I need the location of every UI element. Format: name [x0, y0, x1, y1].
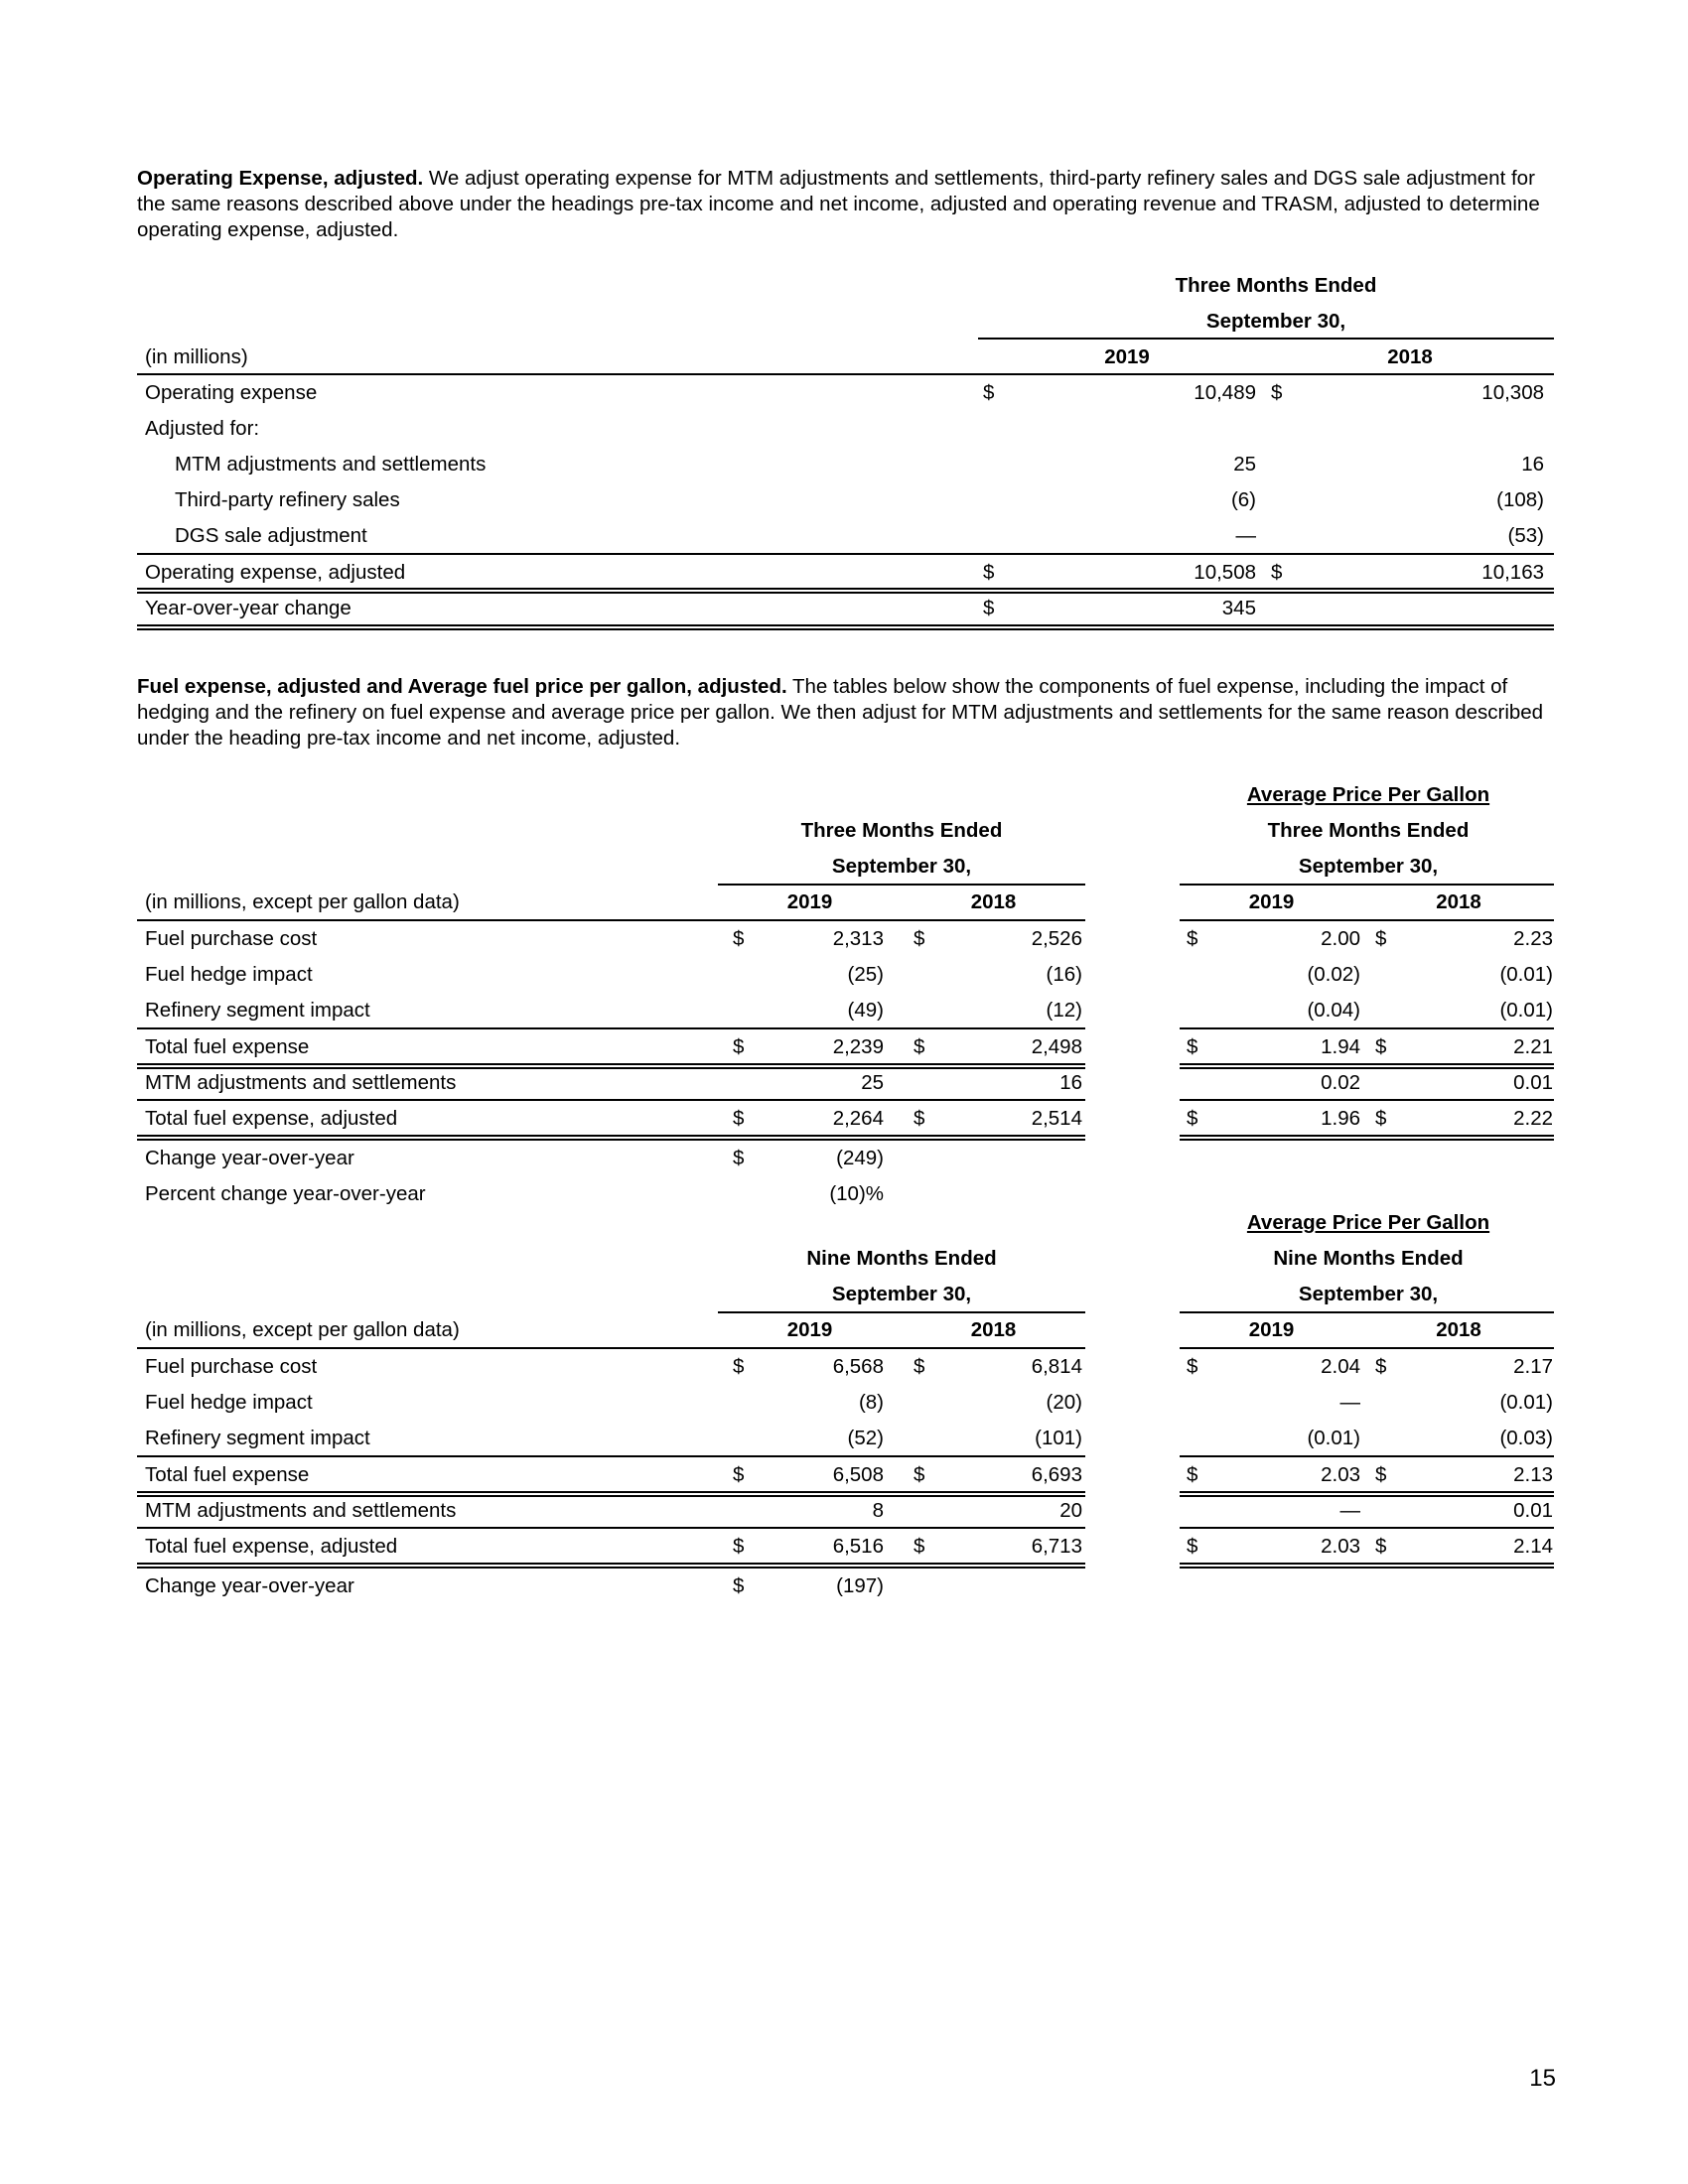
- op-row-label: Adjusted for:: [145, 417, 260, 440]
- nine-avg-col-2018: 2018: [1436, 1318, 1481, 1341]
- nine-row-label: MTM adjustments and settlements: [145, 1499, 457, 1522]
- nine-row-value-2019: 6,516: [832, 1535, 884, 1558]
- op-row-dollar-2018: $: [1271, 561, 1283, 584]
- three-row-dollar-2018: $: [914, 1107, 925, 1130]
- three-row-avg-value-2018: 2.21: [1513, 1035, 1553, 1058]
- nine-col-2019: 2019: [786, 1318, 833, 1341]
- op-row-label: Operating expense, adjusted: [145, 561, 406, 584]
- op-rule-bottom-1: [137, 624, 1554, 626]
- nine-row-avg-dollar-2018: $: [1375, 1355, 1387, 1378]
- three-row-label: Percent change year-over-year: [145, 1182, 426, 1205]
- op-row-value-2019: —: [1235, 524, 1256, 547]
- three-row-avg-dollar-2019: $: [1187, 1035, 1198, 1058]
- three-avg-header-line1: Three Months Ended: [1267, 819, 1470, 842]
- nine-avg-header-line1: Nine Months Ended: [1273, 1247, 1464, 1270]
- nine-row-value-2019: 8: [872, 1499, 884, 1522]
- three-row-avg-value-2018: 2.22: [1513, 1107, 1553, 1130]
- three-row-avg-value-2019: 1.94: [1321, 1035, 1360, 1058]
- fuel-heading: Fuel expense, adjusted and Average fuel price per gallon, adjusted.: [137, 675, 787, 698]
- three-row-value-2018: (16): [1046, 963, 1082, 986]
- three-avg-rule-total-bot-1: [1180, 1063, 1554, 1065]
- three-row-value-2019: 2,313: [832, 927, 884, 950]
- nine-row-value-2018: 6,814: [1031, 1355, 1082, 1378]
- three-rule-total-top: [137, 1027, 1085, 1029]
- nine-row-value-2019: (8): [858, 1391, 884, 1414]
- nine-header-line1: Nine Months Ended: [806, 1247, 997, 1270]
- nine-row-dollar-2019: $: [733, 1355, 745, 1378]
- op-row-value-2018: [1380, 411, 1544, 447]
- op-row-value-2018: 10,163: [1481, 561, 1544, 584]
- nine-row-label: Total fuel expense: [145, 1463, 310, 1486]
- nine-row-label: Change year-over-year: [145, 1574, 354, 1597]
- three-avg-col-2018: 2018: [1436, 890, 1481, 913]
- three-row-value-2019: 2,239: [832, 1035, 884, 1058]
- op-row-value-2018: 10,308: [1481, 381, 1544, 404]
- three-row-value-2018: 16: [1059, 1071, 1082, 1094]
- three-row-dollar-2018: $: [914, 927, 925, 950]
- three-row-value-2019: (49): [847, 999, 884, 1022]
- three-row-label: Total fuel expense, adjusted: [145, 1107, 398, 1130]
- nine-row-avg-value-2019: 2.03: [1321, 1535, 1360, 1558]
- op-expense-heading: Operating Expense, adjusted.: [137, 167, 424, 190]
- nine-avg-col-2019: 2019: [1248, 1318, 1295, 1341]
- nine-row-avg-value-2019: 2.03: [1321, 1463, 1360, 1486]
- nine-row-avg-value-2019: [1211, 1569, 1360, 1604]
- three-avg-rule-total-top: [1180, 1027, 1554, 1029]
- nine-row-value-2019: (52): [847, 1427, 884, 1449]
- nine-avg-rule-total-top: [1180, 1455, 1554, 1457]
- nine-row-value-2019: 6,568: [832, 1355, 884, 1378]
- op-col-2019: 2019: [1104, 345, 1150, 368]
- three-row-avg-value-2018: 2.23: [1513, 927, 1553, 950]
- nine-avg-header-line2: September 30,: [1298, 1283, 1439, 1305]
- three-row-avg-value-2019: [1211, 1141, 1360, 1176]
- nine-row-avg-dollar-2019: $: [1187, 1463, 1198, 1486]
- nine-header-line2: September 30,: [831, 1283, 972, 1305]
- op-row-dollar-2019: $: [983, 381, 995, 404]
- op-expense-body: We adjust operating expense for MTM adjustments and settlements, third-party refinery sales and DGS sale adjustment for the same reasons described above under the headings pre-tax income and net income, adjusted and operating revenue and TRASM, adjusted to determine operating expense, adjusted.: [137, 167, 1540, 241]
- three-row-dollar-2019: $: [733, 927, 745, 950]
- three-row-dollar-2019: $: [733, 1035, 745, 1058]
- nine-rule-adj-bot-2: [137, 1567, 1085, 1569]
- op-row-label: Year-over-year change: [145, 597, 352, 619]
- page-number: 15: [1529, 2065, 1556, 2092]
- three-row-avg-value-2019: (0.04): [1307, 999, 1360, 1022]
- nine-row-avg-value-2018: (0.03): [1499, 1427, 1553, 1449]
- fuel-body: The tables below show the components of fuel expense, including the impact of hedging and the refinery on fuel expense and average price per gallon. We then adjust for MTM adjustments and settlements for the same reason described under the heading pre-tax income and net income, adjusted.: [137, 675, 1544, 750]
- three-row-avg-value-2019: (0.02): [1307, 963, 1360, 986]
- op-row-value-2019: (6): [1230, 488, 1256, 511]
- nine-rule-total-bot-1: [137, 1491, 1085, 1493]
- nine-row-dollar-2018: $: [914, 1355, 925, 1378]
- op-col-2018: 2018: [1387, 345, 1433, 368]
- three-avg-header-line2: September 30,: [1298, 855, 1439, 878]
- three-row-value-2019: 2,264: [832, 1107, 884, 1130]
- three-row-label: Total fuel expense: [145, 1035, 310, 1058]
- op-row-dollar-2019: $: [983, 597, 995, 619]
- three-header-line1: Three Months Ended: [800, 819, 1003, 842]
- nine-avg-rule-mtm-bot: [1180, 1527, 1554, 1529]
- nine-avg-rule-total-bot-2: [1180, 1495, 1554, 1497]
- op-row-dollar-2019: $: [983, 561, 995, 584]
- nine-row-avg-dollar-2019: $: [1187, 1355, 1198, 1378]
- nine-row-dollar-2019: $: [733, 1535, 745, 1558]
- three-avg-rule-mtm-bot: [1180, 1099, 1554, 1101]
- nine-row-dollar-2019: $: [733, 1574, 745, 1597]
- nine-row-avg-value-2018: (0.01): [1499, 1391, 1553, 1414]
- three-row-avg-value-2019: 0.02: [1321, 1071, 1360, 1094]
- nine-avg-rule-total-bot-1: [1180, 1491, 1554, 1493]
- nine-row-dollar-2019: $: [733, 1463, 745, 1486]
- op-units-label: (in millions): [145, 345, 248, 368]
- three-avg-price-title: Average Price Per Gallon: [1246, 783, 1490, 806]
- three-row-label: Refinery segment impact: [145, 999, 370, 1022]
- nine-row-avg-value-2019: —: [1339, 1499, 1360, 1522]
- op-rule-double-1: [137, 588, 1554, 590]
- three-rule-total-bot-1: [137, 1063, 1085, 1065]
- nine-rule-mtm-bot: [137, 1527, 1085, 1529]
- nine-row-dollar-2018: $: [914, 1535, 925, 1558]
- op-row-dollar-2018: $: [1271, 381, 1283, 404]
- nine-rule-total-top: [137, 1455, 1085, 1457]
- nine-row-avg-value-2019: 2.04: [1321, 1355, 1360, 1378]
- three-rule-adj-bot-2: [137, 1139, 1085, 1141]
- nine-row-label: Refinery segment impact: [145, 1427, 370, 1449]
- op-row-value-2018: (53): [1507, 524, 1544, 547]
- op-row-value-2019: 10,508: [1194, 561, 1256, 584]
- nine-row-avg-value-2019: (0.01): [1307, 1427, 1360, 1449]
- fuel-paragraph: [137, 674, 1547, 751]
- nine-row-avg-value-2018: 0.01: [1513, 1499, 1553, 1522]
- three-row-avg-dollar-2018: $: [1375, 1035, 1387, 1058]
- nine-row-value-2018: (101): [1035, 1427, 1082, 1449]
- nine-row-value-2018: (20): [1046, 1391, 1082, 1414]
- op-row-value-2019: 10,489: [1194, 381, 1256, 404]
- three-row-dollar-2019: $: [733, 1107, 745, 1130]
- three-row-value-2018: [943, 1176, 1082, 1212]
- op-rule-double-2: [137, 592, 1554, 594]
- nine-avg-price-title: Average Price Per Gallon: [1246, 1211, 1490, 1234]
- nine-rule-adj-bot-1: [137, 1563, 1085, 1565]
- three-row-avg-value-2018: [1400, 1141, 1553, 1176]
- nine-avg-rule-adj-bot-1: [1180, 1563, 1554, 1565]
- three-avg-rule-total-bot-2: [1180, 1067, 1554, 1069]
- three-row-value-2019: 25: [861, 1071, 884, 1094]
- three-row-avg-dollar-2019: $: [1187, 927, 1198, 950]
- three-row-value-2018: [943, 1141, 1082, 1176]
- op-row-value-2018: (108): [1496, 488, 1544, 511]
- three-row-dollar-2019: $: [733, 1147, 745, 1169]
- nine-rule-total-bot-2: [137, 1495, 1085, 1497]
- three-row-avg-value-2018: (0.01): [1499, 963, 1553, 986]
- three-avg-rule-adj-bot-1: [1180, 1135, 1554, 1137]
- three-row-value-2018: 2,526: [1031, 927, 1082, 950]
- op-rule-bottom-2: [137, 628, 1554, 630]
- nine-row-avg-value-2019: —: [1339, 1391, 1360, 1414]
- nine-row-value-2018: 6,693: [1031, 1463, 1082, 1486]
- three-row-avg-value-2018: (0.01): [1499, 999, 1553, 1022]
- op-row-value-2019: 345: [1221, 597, 1256, 619]
- three-rule-mtm-bot: [137, 1099, 1085, 1101]
- three-row-value-2019: (25): [847, 963, 884, 986]
- three-row-avg-dollar-2018: $: [1375, 1107, 1387, 1130]
- three-row-avg-dollar-2018: $: [1375, 927, 1387, 950]
- three-row-label: MTM adjustments and settlements: [145, 1071, 457, 1094]
- three-row-value-2018: (12): [1046, 999, 1082, 1022]
- op-header-line2: September 30,: [1205, 310, 1346, 333]
- three-row-value-2018: 2,514: [1031, 1107, 1082, 1130]
- op-row-label: DGS sale adjustment: [175, 524, 367, 547]
- nine-row-avg-value-2018: [1400, 1569, 1553, 1604]
- three-col-2019: 2019: [786, 890, 833, 913]
- nine-row-dollar-2018: $: [914, 1463, 925, 1486]
- nine-row-avg-value-2018: 2.14: [1513, 1535, 1553, 1558]
- three-avg-rule-adj-bot-2: [1180, 1139, 1554, 1141]
- nine-row-label: Total fuel expense, adjusted: [145, 1535, 398, 1558]
- nine-avg-rule-adj-bot-2: [1180, 1567, 1554, 1569]
- three-row-avg-dollar-2019: $: [1187, 1107, 1198, 1130]
- nine-row-value-2019: (197): [836, 1574, 884, 1597]
- op-row-value-2018: 16: [1521, 453, 1544, 476]
- nine-row-label: Fuel purchase cost: [145, 1355, 318, 1378]
- op-header-line1: Three Months Ended: [1175, 274, 1377, 297]
- three-row-avg-value-2019: 2.00: [1321, 927, 1360, 950]
- nine-row-value-2018: [943, 1569, 1082, 1604]
- three-rule-adj-bot-1: [137, 1135, 1085, 1137]
- op-row-value-2018: [1380, 591, 1544, 626]
- op-row-label: Third-party refinery sales: [175, 488, 400, 511]
- nine-units-label: (in millions, except per gallon data): [145, 1318, 460, 1341]
- op-rule-adjusted-top: [137, 553, 1554, 555]
- op-row-label: Operating expense: [145, 381, 318, 404]
- three-row-value-2018: 2,498: [1031, 1035, 1082, 1058]
- nine-row-label: Fuel hedge impact: [145, 1391, 313, 1414]
- three-units-label: (in millions, except per gallon data): [145, 890, 460, 913]
- three-row-value-2019: (10)%: [829, 1182, 884, 1205]
- op-expense-paragraph: [137, 166, 1547, 243]
- three-row-avg-value-2018: 0.01: [1513, 1071, 1553, 1094]
- three-rule-total-bot-2: [137, 1067, 1085, 1069]
- nine-row-value-2018: 20: [1059, 1499, 1082, 1522]
- three-row-label: Fuel hedge impact: [145, 963, 313, 986]
- three-col-2018: 2018: [970, 890, 1017, 913]
- three-row-label: Fuel purchase cost: [145, 927, 318, 950]
- three-row-avg-value-2019: 1.96: [1321, 1107, 1360, 1130]
- nine-col-2018: 2018: [970, 1318, 1017, 1341]
- three-header-line2: September 30,: [831, 855, 972, 878]
- three-row-dollar-2018: $: [914, 1035, 925, 1058]
- op-rule-top: [137, 373, 1554, 375]
- op-row-value-2019: [1092, 411, 1256, 447]
- three-row-label: Change year-over-year: [145, 1147, 354, 1169]
- three-avg-col-2019: 2019: [1248, 890, 1295, 913]
- nine-row-avg-value-2018: 2.17: [1513, 1355, 1553, 1378]
- nine-row-value-2019: 6,508: [832, 1463, 884, 1486]
- nine-row-avg-dollar-2018: $: [1375, 1535, 1387, 1558]
- nine-row-avg-value-2018: 2.13: [1513, 1463, 1553, 1486]
- nine-row-avg-dollar-2019: $: [1187, 1535, 1198, 1558]
- op-row-value-2019: 25: [1233, 453, 1256, 476]
- op-row-label: MTM adjustments and settlements: [175, 453, 487, 476]
- nine-row-avg-dollar-2018: $: [1375, 1463, 1387, 1486]
- nine-row-value-2018: 6,713: [1031, 1535, 1082, 1558]
- three-row-value-2019: (249): [836, 1147, 884, 1169]
